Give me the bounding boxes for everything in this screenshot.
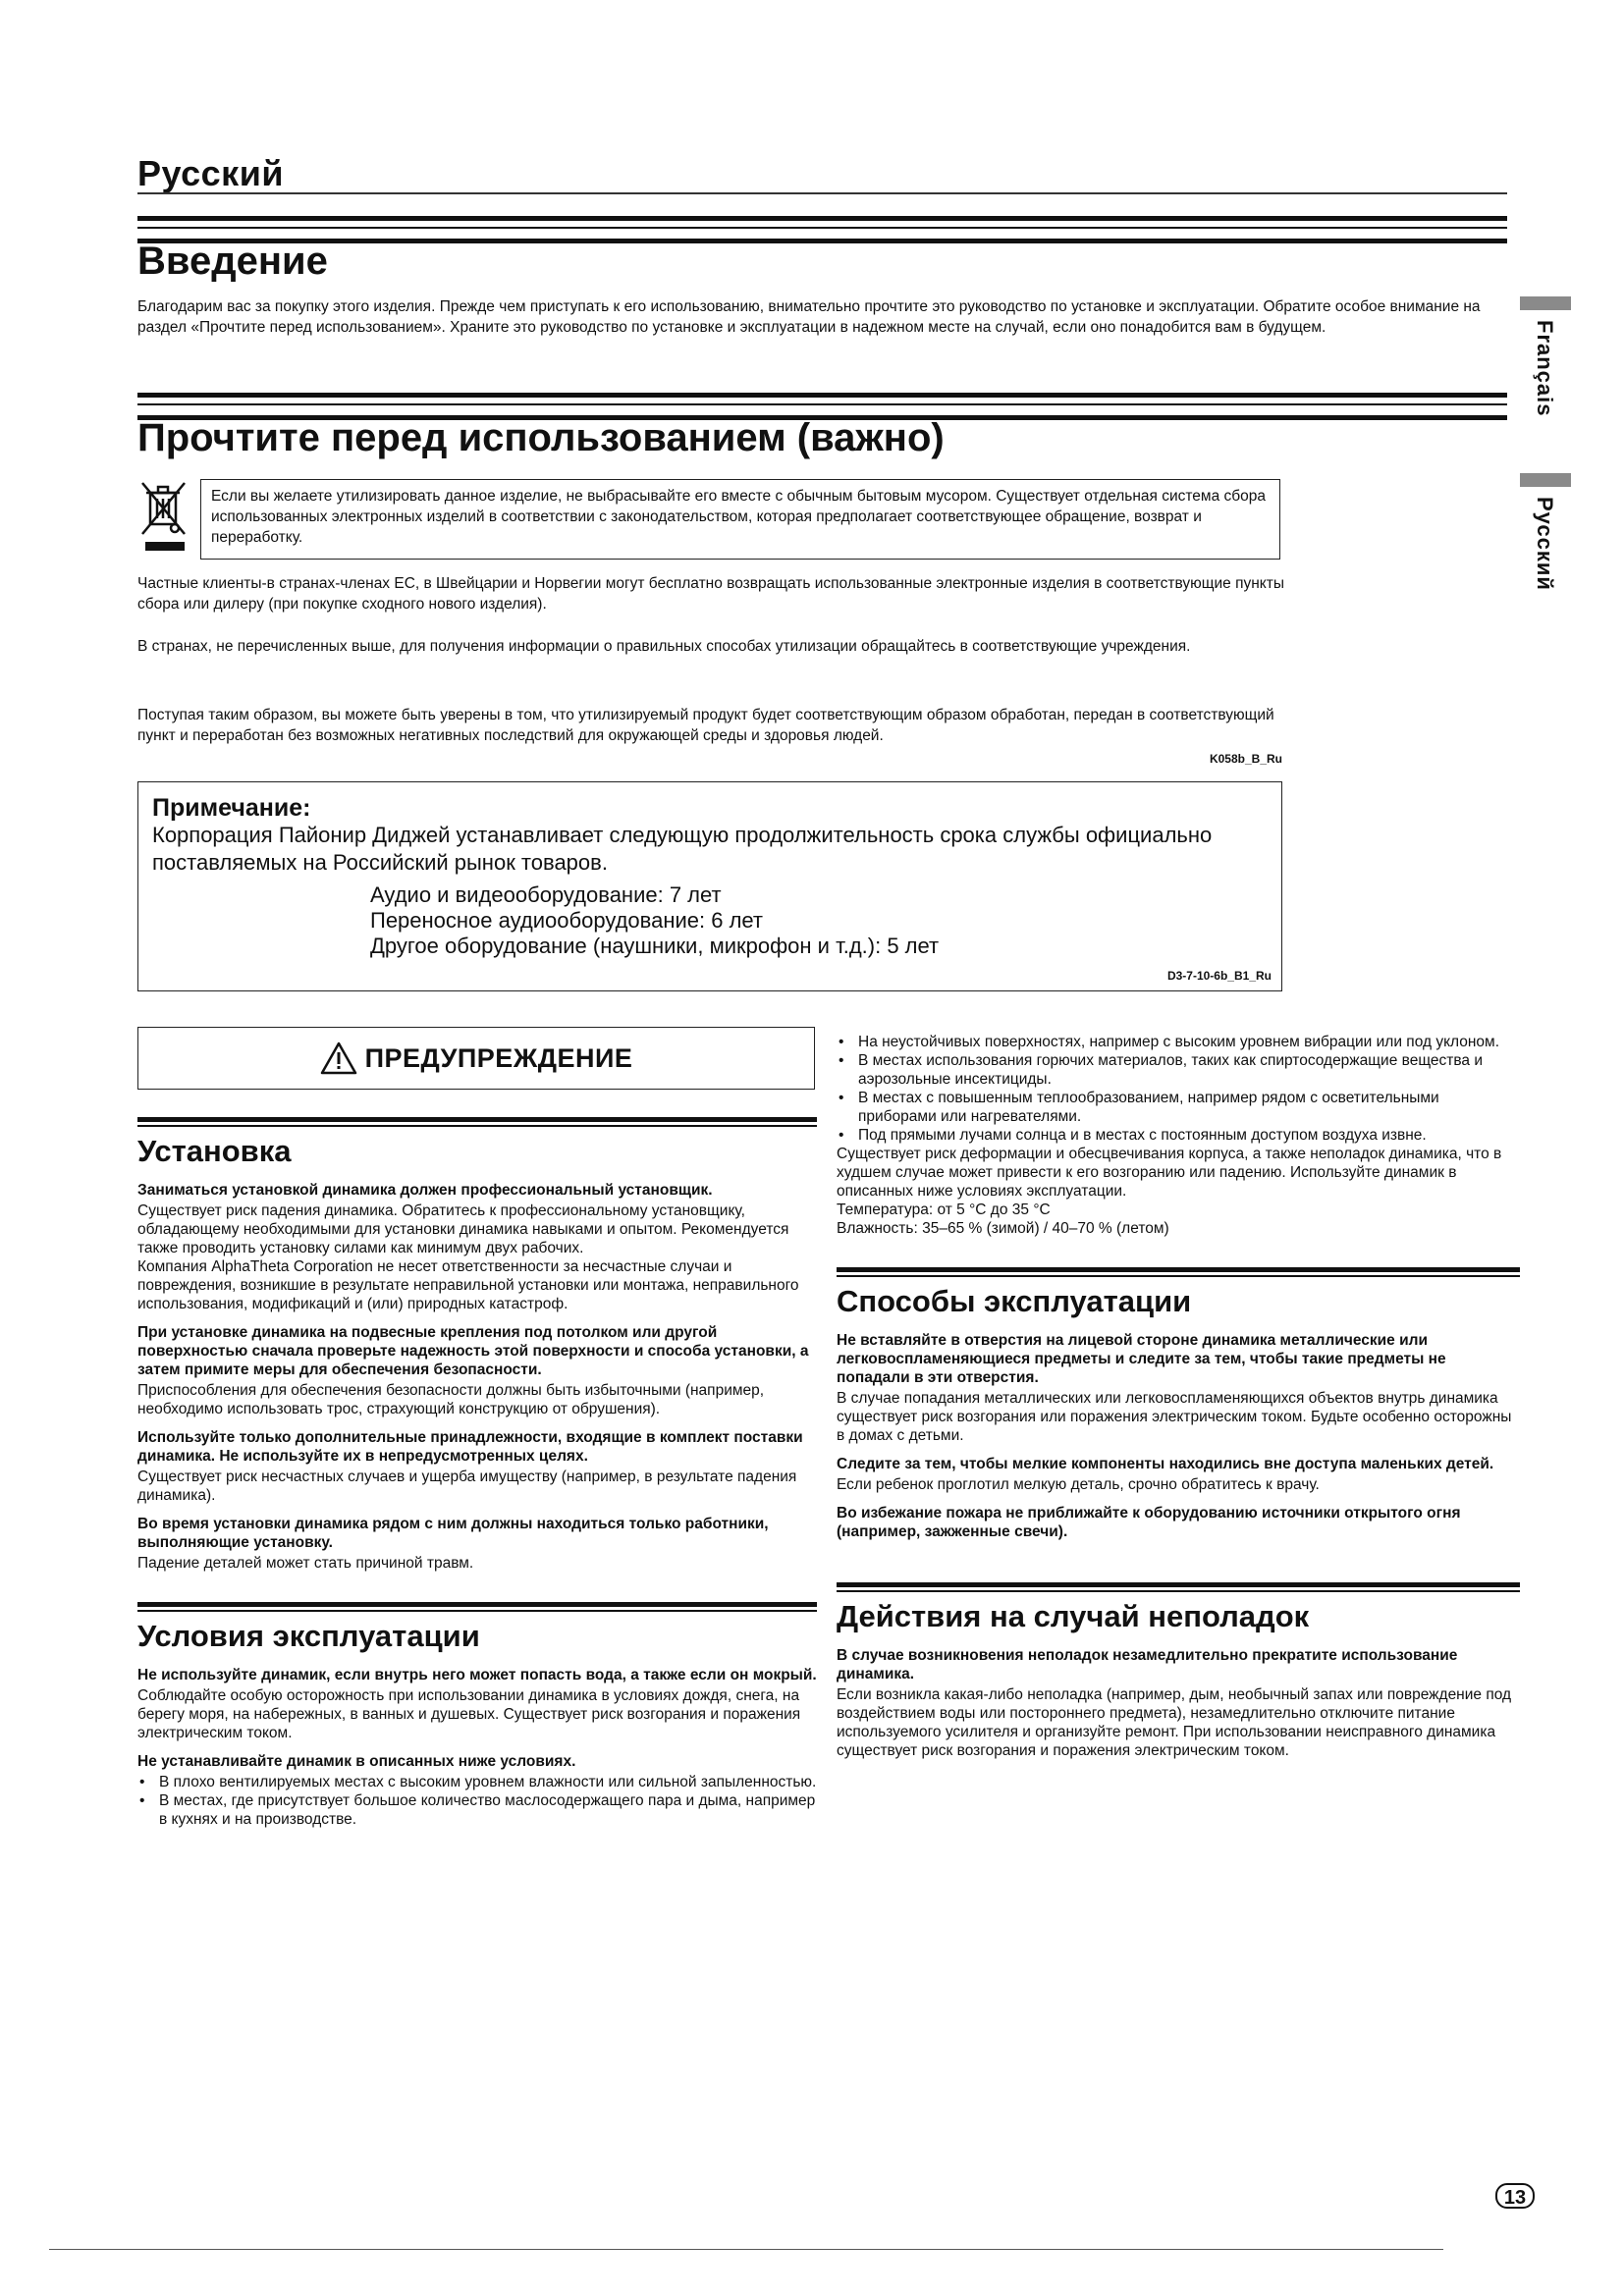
list-item: • Под прямыми лучами солнца и в местах с постоянным доступом воздуха извне. bbox=[837, 1126, 1520, 1145]
side-tab-marker-french bbox=[1520, 296, 1571, 310]
conditions-text-2: Существует риск деформации и обесцвечивания корпуса, а также неполадок динамика, что в худшем случае может привести к его возгоранию или падению. Используйте динамик в описанных ниже условиях эксплуатации. bbox=[837, 1146, 1502, 1200]
installation-title: Установка bbox=[137, 1117, 817, 1169]
conditions-bold-1: Не используйте динамик, если внутрь него может попасть вода, а также если он мокрый. bbox=[137, 1667, 817, 1683]
list-item: • В местах, где присутствует большое количество маслосодержащего пара и дыма, например в кухнях и на производстве. bbox=[137, 1791, 817, 1829]
installation-bold-2: При установке динамика на подвесные крепления под потолком или другой поверхностью сначала проверьте надежность этой поверхности и способа установки, а затем примите меры для обеспечения безопасности. bbox=[137, 1324, 809, 1378]
left-column bbox=[137, 1117, 817, 1829]
crossed-out-wheeled-bin-icon bbox=[137, 479, 192, 554]
list-item: • На неустойчивых поверхностях, например с высоким уровнем вибрации или под уклоном. bbox=[837, 1033, 1520, 1051]
note-box bbox=[137, 781, 1282, 991]
note-list bbox=[370, 882, 939, 959]
header-rule bbox=[137, 192, 1507, 194]
warning-label: ПРЕДУПРЕЖДЕНИЕ bbox=[364, 1042, 633, 1073]
installation-text-1b: Компания AlphaTheta Corporation не несет ответственности за несчастные случаи и повреждения, возникшие в результате неправильной установки или монтажа, неправильного использования, модификаций и (или) природных катастроф. bbox=[137, 1258, 799, 1312]
footer-rule bbox=[49, 2249, 1443, 2250]
usage-bold-2: Следите за тем, чтобы мелкие компоненты находились вне доступа маленьких детей. bbox=[837, 1456, 1494, 1472]
side-tab-marker-russian bbox=[1520, 473, 1571, 487]
conditions-bullet-list bbox=[137, 1773, 817, 1829]
malfunction-title: Действия на случай неполадок bbox=[837, 1582, 1520, 1634]
list-item: • В местах с повышенным теплообразованием, например рядом с осветительными приборами или нагревателями. bbox=[837, 1089, 1520, 1126]
note-title: Примечание: bbox=[152, 794, 311, 822]
malfunction-text-1: Если возникла какая-либо неполадка (например, дым, необычный запах или повреждение под воздействием воды или постороннего предмета), незамедлительно отключите питание используемого усилителя и организуйте ремонт. При использовании неисправного динамика существует риск возгорания и поражения электрическим током. bbox=[837, 1686, 1512, 1759]
right-column bbox=[837, 1033, 1520, 1760]
usage-bold-1: Не вставляйте в отверстия на лицевой стороне динамика металлические или легковоспламеняющиеся предметы и следите за тем, чтобы такие предметы не попадали в эти отверстия. bbox=[837, 1332, 1446, 1386]
installation-text-4: Падение деталей может стать причиной травм. bbox=[137, 1555, 474, 1572]
installation-bold-1: Заниматься установкой динамика должен профессиональный установщик. bbox=[137, 1182, 713, 1199]
note-list-item: Переносное аудиооборудование: 6 лет bbox=[370, 908, 763, 933]
note-code: D3-7-10-6b_B1_Ru bbox=[1166, 969, 1272, 983]
usage-title: Способы эксплуатации bbox=[837, 1267, 1520, 1319]
warning-triangle-icon bbox=[320, 1041, 357, 1075]
list-item: • В плохо вентилируемых местах с высоким уровнем влажности или сильной запыленностью. bbox=[137, 1773, 817, 1791]
weee-code: K058b_B_Ru bbox=[1209, 752, 1282, 766]
weee-paragraph-2: В странах, не перечисленных выше, для получения информации о правильных способах утилизации обращайтесь в соответствующие учреждения. bbox=[137, 638, 1191, 655]
weee-paragraph-1: Частные клиенты-в странах-членах ЕС, в Швейцарии и Норвегии могут бесплатно возвращать использованные электронные изделия в соответствующие пункты сбора или дилеру (при покупке сходного нового изделия). bbox=[137, 575, 1284, 613]
installation-text-1: Существует риск падения динамика. Обратитесь к профессиональному установщику, обладающему необходимыми для установки динамика навыками и опытом. Рекомендуется также проводить установку силами как минимум двух рабочих. bbox=[137, 1202, 789, 1256]
installation-bold-3: Используйте только дополнительные принадлежности, входящие в комплект поставки динамика. Не используйте их в непредусмотренных целях. bbox=[137, 1429, 803, 1465]
list-item: • В местах использования горючих материалов, таких как спиртосодержащие вещества и аэрозольные инсектициды. bbox=[837, 1051, 1520, 1089]
conditions-text-1: Соблюдайте особую осторожность при использовании динамика в условиях дождя, снега, на берегу моря, на набережных, в ванных и душевых. Существует риск возгорания и поражения электрическим током. bbox=[137, 1687, 801, 1741]
weee-disposal-box: Если вы желаете утилизировать данное изделие, не выбрасывайте его вместе с обычным бытовым мусором. Существует отдельная система сбора использованных электронных изделий в соответствии с законодательством, которая предполагает соответствующее обращение, возврат и переработку. bbox=[200, 479, 1280, 560]
conditions-temperature: Температура: от 5 °C до 35 °C bbox=[837, 1201, 1051, 1218]
note-text: Корпорация Пайонир Диджей устанавливает следующую продолжительность срока службы официально поставляемых на Российский рынок товаров. bbox=[152, 823, 1213, 875]
note-list-item: Аудио и видеооборудование: 7 лет bbox=[370, 882, 722, 907]
language-title: Русский bbox=[137, 153, 284, 193]
page-number: 13 bbox=[1495, 2183, 1535, 2209]
conditions-bold-2: Не устанавливайте динамик в описанных ниже условиях. bbox=[137, 1753, 576, 1770]
warning-banner bbox=[137, 1027, 815, 1090]
section-divider bbox=[137, 216, 1507, 243]
conditions-humidity: Влажность: 35–65 % (зимой) / 40–70 % (летом) bbox=[837, 1220, 1169, 1237]
side-tab-russian: Русский bbox=[1533, 497, 1557, 591]
installation-bold-4: Во время установки динамика рядом с ним должны находиться только работники, выполняющие установку. bbox=[137, 1516, 769, 1551]
malfunction-bold-1: В случае возникновения неполадок незамедлительно прекратите использование динамика. bbox=[837, 1647, 1458, 1682]
usage-text-1: В случае попадания металлических или легковоспламеняющихся объектов внутрь динамика существует риск возгорания или поражения электрическим током. Будьте особенно осторожны в домах с детьми. bbox=[837, 1390, 1512, 1444]
read-first-title: Прочтите перед использованием (важно) bbox=[137, 416, 945, 459]
usage-text-2: Если ребенок проглотил мелкую деталь, срочно обратитесь к врачу. bbox=[837, 1476, 1320, 1493]
installation-text-3: Существует риск несчастных случаев и ущерба имуществу (например, в результате падения динамика). bbox=[137, 1468, 797, 1504]
intro-text: Благодарим вас за покупку этого изделия. Прежде чем приступать к его использованию, внимательно прочтите это руководство по установке и эксплуатации. Обратите особое внимание на раздел «Прочтите перед использованием». Храните это руководство по установке и эксплуатации в надежном месте на случай, если оно понадобится вам в будущем. bbox=[137, 298, 1481, 336]
note-list-item: Другое оборудование (наушники, микрофон и т.д.): 5 лет bbox=[370, 934, 940, 958]
intro-title: Введение bbox=[137, 240, 328, 283]
side-tab-french: Français bbox=[1533, 320, 1557, 417]
usage-bold-3: Во избежание пожара не приближайте к оборудованию источники открытого огня (например, зажженные свечи). bbox=[837, 1505, 1461, 1540]
weee-paragraph-3: Поступая таким образом, вы можете быть уверены в том, что утилизируемый продукт будет соответствующим образом обработан, передан в соответствующий пункт и переработан без возможных негативных последствий для окружающей среды и здоровья людей. bbox=[137, 707, 1274, 744]
conditions-title: Условия эксплуатации bbox=[137, 1602, 817, 1654]
conditions-bullet-list-continued bbox=[837, 1033, 1520, 1145]
installation-text-2: Приспособления для обеспечения безопасности должны быть избыточными (например, необходимо использовать трос, страхующий конструкцию от обрушения). bbox=[137, 1382, 765, 1417]
